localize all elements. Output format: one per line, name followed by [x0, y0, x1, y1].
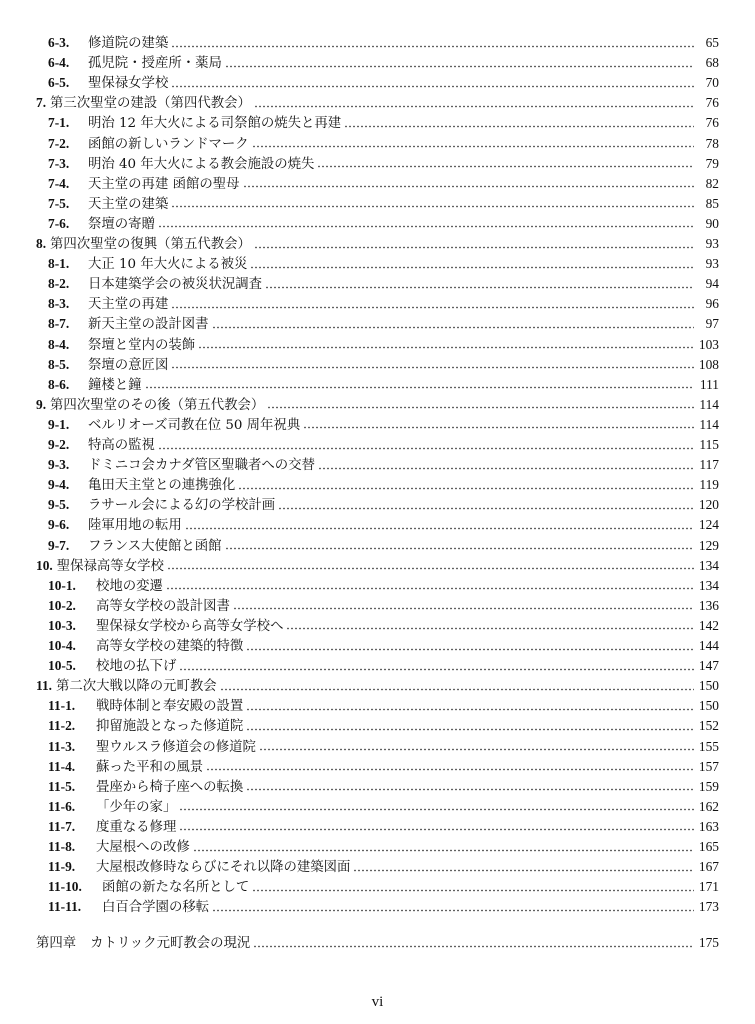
toc-entry-number: 7. — [36, 95, 47, 111]
toc-entry — [48, 436, 719, 454]
toc-entry-page: 108 — [698, 356, 719, 372]
toc-entry-title: 畳座から椅子座への転換 — [96, 779, 244, 795]
toc-entry — [48, 516, 719, 534]
toc-entry — [48, 637, 719, 655]
dot-leader — [171, 306, 694, 309]
toc-entry — [48, 838, 719, 856]
toc-entry-number: 6-4. — [48, 55, 70, 71]
dot-leader — [185, 527, 694, 530]
toc-entry — [48, 818, 719, 836]
toc-entry — [48, 617, 719, 635]
toc-entry-number: 10-2. — [48, 597, 76, 613]
toc-entry-page: 162 — [698, 798, 719, 814]
dot-leader — [198, 346, 694, 349]
toc-entry-title: 校地の変遷 — [96, 578, 163, 594]
toc-entry-title: 陸軍用地の転用 — [88, 518, 182, 534]
toc-entry-page: 70 — [705, 75, 719, 91]
toc-entry-number: 10. — [36, 557, 53, 573]
toc-entry-page: 117 — [699, 457, 719, 473]
dot-leader — [344, 125, 694, 128]
dot-leader — [243, 185, 694, 188]
toc-entry-page: 114 — [699, 416, 719, 432]
toc-entry — [48, 456, 719, 474]
toc-entry-number: 9-4. — [48, 477, 70, 493]
toc-entry-page: 159 — [698, 778, 719, 794]
toc-entry-title: 祭壇の意匠図 — [88, 357, 169, 373]
dot-leader — [317, 165, 694, 168]
dot-leader — [246, 648, 694, 651]
toc-entry — [48, 275, 719, 293]
toc-entry-page: 136 — [698, 597, 719, 613]
toc-entry-page: 165 — [698, 839, 719, 854]
toc-entry-title: 鐘楼と鐘 — [88, 377, 142, 393]
toc-entry — [48, 496, 719, 514]
toc-entry — [48, 476, 719, 494]
toc-entry-title: 聖ウルスラ修道会の修道院 — [96, 739, 256, 755]
dot-leader — [252, 145, 694, 148]
toc-entry-title: 聖保禄女学校から高等女学校へ — [96, 618, 284, 634]
toc-entry-page: 90 — [705, 215, 719, 231]
toc-entry-number: 9-7. — [48, 537, 70, 553]
toc-entry-number: 7-3. — [48, 155, 70, 171]
toc-entry-title: 祭壇と堂内の装飾 — [88, 337, 196, 353]
dot-leader — [171, 45, 694, 48]
toc-entry — [48, 376, 719, 394]
toc-entry-number: 11-5. — [48, 778, 76, 794]
toc-entry-title: 修道院の建築 — [88, 36, 169, 51]
toc-entry — [48, 175, 719, 193]
dot-leader — [254, 105, 694, 108]
toc-entry — [48, 577, 719, 595]
toc-entry-title: 聖保禄女学校 — [88, 76, 169, 92]
toc-entry-title: ドミニコ会カナダ管区聖職者への交替 — [88, 458, 315, 474]
toc-entry-page: 144 — [698, 638, 719, 653]
dot-leader — [246, 708, 694, 711]
toc-entry — [48, 336, 719, 354]
toc-entry-title: ベルリオーズ司教在位 50 周年祝典 — [88, 417, 301, 433]
toc-entry-number: 7-6. — [48, 215, 70, 231]
dot-leader — [158, 447, 694, 450]
toc-entry-number: 8-7. — [48, 316, 70, 332]
toc-entry-number: 9-1. — [48, 416, 70, 432]
toc-entry-title: 明治 12 年大火による司祭館の焼失と再建 — [88, 116, 342, 132]
dot-leader — [246, 788, 694, 791]
toc-entry — [48, 255, 719, 273]
dot-leader — [259, 748, 694, 751]
toc-entry-number: 8-5. — [48, 356, 70, 372]
toc-entry-page: 155 — [698, 738, 719, 754]
dot-leader — [286, 627, 694, 630]
toc-entry — [48, 717, 719, 735]
toc-entry — [48, 597, 719, 615]
toc-entry-title: 白百合学園の移転 — [102, 900, 210, 916]
toc-entry-number: 11-6. — [48, 798, 76, 814]
toc-entry — [48, 54, 719, 72]
toc-entry-title: 聖保禄高等女学校 — [56, 558, 164, 574]
toc-entry-number: 9-6. — [48, 517, 70, 533]
toc-entry-title: 高等女学校の設計図書 — [96, 598, 230, 614]
toc-entry-number: 11-10. — [48, 879, 82, 895]
toc-entry-page: 103 — [698, 336, 719, 352]
toc-entry-title: 大正 10 年大火による被災 — [88, 257, 248, 273]
toc-entry-number: 8-3. — [48, 296, 70, 312]
toc-entry-title: 高等女学校の建築的特徴 — [96, 639, 244, 654]
dot-leader — [252, 889, 694, 892]
toc-entry — [48, 537, 719, 555]
toc-entry-number: 11. — [36, 678, 52, 694]
toc-entry-title: 函館の新しいランドマーク — [88, 136, 249, 152]
toc-entry-page: 129 — [698, 537, 719, 553]
toc-entry — [36, 235, 719, 253]
toc-entry — [48, 758, 719, 776]
dot-leader — [166, 587, 694, 590]
toc-entry-page: 68 — [705, 55, 719, 71]
toc-entry-number: 第四章 — [36, 936, 77, 952]
toc-entry-number: 8-1. — [48, 256, 70, 272]
toc-entry-page: 147 — [698, 658, 719, 674]
toc-entry — [48, 155, 719, 173]
toc-entry-page: 78 — [705, 135, 719, 151]
toc-entry-title: 「少年の家」 — [96, 799, 177, 815]
toc-entry-page: 115 — [699, 437, 719, 452]
toc-entry-title: 第二次大戦以降の元町教会 — [56, 679, 217, 695]
dot-leader — [171, 366, 694, 369]
dot-leader — [193, 849, 694, 852]
dot-leader — [212, 326, 694, 329]
toc-entry — [48, 74, 719, 92]
toc-entry-title: 明治 40 年大火による教会施設の焼失 — [88, 156, 315, 172]
toc-entry-number: 11-2. — [48, 718, 76, 734]
toc-entry-page: 120 — [698, 497, 719, 513]
toc-entry — [36, 677, 719, 695]
dot-leader — [225, 547, 694, 550]
dot-leader — [238, 487, 694, 490]
toc-entry-number: 8-2. — [48, 276, 70, 292]
toc-entry — [48, 798, 719, 816]
toc-entry — [48, 878, 719, 896]
dot-leader — [225, 65, 694, 68]
dot-leader — [265, 286, 694, 289]
dot-leader — [171, 85, 694, 88]
toc-entry-page: 94 — [705, 276, 719, 292]
dot-leader — [167, 567, 694, 570]
toc-entry-page: 157 — [698, 758, 719, 774]
dot-leader — [220, 688, 694, 691]
toc-entry — [48, 135, 719, 153]
toc-entry-page: 119 — [699, 477, 719, 493]
toc-entry-number: 7-4. — [48, 175, 70, 191]
toc-entry-title: ラサール会による幻の学校計画 — [88, 498, 276, 514]
toc-entry-title: 天主堂の再建 — [88, 297, 169, 313]
dot-leader — [254, 246, 694, 249]
dot-leader — [253, 945, 694, 948]
toc-entry-number: 8-4. — [48, 336, 70, 352]
toc-entry-number: 11-1. — [48, 698, 76, 714]
toc-entry — [48, 858, 719, 876]
dot-leader — [171, 205, 694, 208]
toc-entry-page: 76 — [705, 95, 719, 111]
toc-entry-page: 114 — [699, 396, 719, 412]
toc-entry-page: 150 — [698, 698, 719, 714]
toc-entry-number: 10-5. — [48, 658, 76, 674]
toc-entry — [48, 657, 719, 675]
toc-entry-title: 蘇った平和の風景 — [96, 759, 204, 775]
toc-entry-page: 142 — [698, 617, 719, 633]
toc-entry-title: フランス大使館と函館 — [88, 538, 222, 554]
toc-entry-page: 97 — [705, 316, 719, 332]
toc-entry-number: 10-3. — [48, 617, 76, 633]
toc-entry-title: 大屋根への改修 — [96, 840, 190, 855]
toc-entry-number: 6-5. — [48, 75, 70, 91]
toc-entry-number: 11-11. — [48, 899, 82, 915]
toc-entry — [48, 738, 719, 756]
toc-entry-title: 戦時体制と奉安殿の設置 — [96, 699, 244, 715]
toc-entry-number: 10-4. — [48, 638, 76, 653]
dot-leader — [206, 768, 694, 771]
toc-entry-title: カトリック元町教会の現況 — [90, 936, 251, 952]
toc-entry-title: 度重なる修理 — [96, 819, 177, 835]
toc-entry-page: 82 — [705, 175, 719, 191]
toc-entry-number: 11-3. — [48, 738, 76, 754]
dot-leader — [250, 266, 694, 269]
toc-entry-page: 96 — [705, 296, 719, 312]
toc-entry-page: 167 — [698, 859, 719, 875]
toc-entry — [48, 114, 719, 132]
toc-entry — [48, 315, 719, 333]
toc-entry-number: 9-3. — [48, 457, 70, 473]
dot-leader — [179, 828, 694, 831]
toc-entry-title: 亀田天主堂との連携強化 — [88, 478, 236, 494]
toc-entry-number: 11-9. — [48, 859, 76, 875]
toc-entry-title: 日本建築学会の被災状況調査 — [88, 277, 263, 293]
dot-leader — [158, 225, 694, 228]
toc-entry-page: 93 — [705, 236, 719, 251]
toc-entry-number: 11-7. — [48, 818, 76, 834]
toc-entry — [48, 34, 719, 52]
dot-leader — [212, 909, 694, 912]
toc-entry-page: 134 — [698, 577, 719, 593]
toc-entry-number: 9-2. — [48, 437, 70, 452]
toc-entry-title: 校地の払下げ — [96, 659, 177, 675]
toc-entry — [48, 215, 719, 233]
toc-entry — [48, 898, 719, 916]
toc-entry-number: 10-1. — [48, 577, 76, 593]
toc-entry-page: 134 — [698, 557, 719, 573]
toc-entry-page: 79 — [705, 155, 719, 171]
toc-entry-page: 150 — [698, 678, 719, 694]
toc-entry-page: 173 — [698, 899, 719, 915]
toc-entry-number: 6-3. — [48, 35, 70, 50]
toc-entry — [36, 94, 719, 112]
toc-entry-number: 8-6. — [48, 376, 70, 392]
dot-leader — [278, 507, 694, 510]
toc-chapter-entry — [36, 934, 719, 952]
toc-entry — [48, 195, 719, 213]
toc-entry-title: 第四次聖堂の復興（第五代教会） — [50, 237, 251, 252]
toc-entry-number: 7-2. — [48, 135, 70, 151]
dot-leader — [145, 386, 694, 389]
toc-entry-number: 9-5. — [48, 497, 70, 513]
toc-entry — [48, 356, 719, 374]
toc-entry-page: 111 — [699, 376, 719, 392]
toc-entry-title: 天主堂の建築 — [88, 196, 169, 212]
toc-entry-title: 第三次聖堂の建設（第四代教会） — [50, 96, 251, 112]
dot-leader — [179, 808, 694, 811]
toc-entry — [48, 778, 719, 796]
dot-leader — [246, 728, 694, 731]
toc-entry — [48, 295, 719, 313]
toc-entry-number: 9. — [36, 396, 47, 412]
toc-entry-title: 新天主堂の設計図書 — [88, 317, 209, 333]
toc-entry-title: 特高の監視 — [88, 438, 155, 453]
dot-leader — [179, 668, 694, 671]
toc-entry-page: 85 — [705, 195, 719, 211]
toc-entry — [48, 697, 719, 715]
toc-entry-page: 93 — [705, 256, 719, 272]
toc-entry-title: 第四次聖堂のその後（第五代教会） — [50, 397, 265, 413]
toc-entry-title: 抑留施設となった修道院 — [96, 719, 244, 735]
toc-entry-page: 163 — [698, 818, 719, 834]
toc-entry-number: 11-4. — [48, 758, 76, 774]
toc-entry-number: 7-1. — [48, 115, 70, 131]
toc-entry — [36, 557, 719, 575]
toc-entry-page: 152 — [698, 718, 719, 734]
toc-entry — [48, 416, 719, 434]
toc-entry-page: 175 — [698, 935, 719, 951]
toc-entry-page: 171 — [698, 879, 719, 895]
toc-entry-number: 8. — [36, 236, 47, 251]
toc-entry-page: 124 — [698, 517, 719, 533]
toc-entry-number: 7-5. — [48, 195, 70, 211]
toc-entry-title: 祭壇の寄贈 — [88, 216, 155, 232]
dot-leader — [318, 467, 694, 470]
toc-entry-title: 天主堂の再建 函館の聖母 — [88, 176, 240, 192]
toc-entry-title: 大屋根改修時ならびにそれ以降の建築図面 — [96, 860, 351, 876]
dot-leader — [353, 869, 694, 872]
toc-entry-page: 76 — [705, 115, 719, 131]
toc-entry — [36, 396, 719, 414]
toc-entry-number: 11-8. — [48, 839, 76, 854]
toc-entry-title: 孤児院・授産所・薬局 — [88, 56, 222, 72]
dot-leader — [303, 426, 694, 429]
toc-entry-title: 函館の新たな名所として — [102, 880, 250, 896]
toc-entry-page: 65 — [705, 35, 719, 50]
page-number: vi — [371, 994, 384, 1010]
dot-leader — [233, 607, 694, 610]
dot-leader — [267, 406, 694, 409]
